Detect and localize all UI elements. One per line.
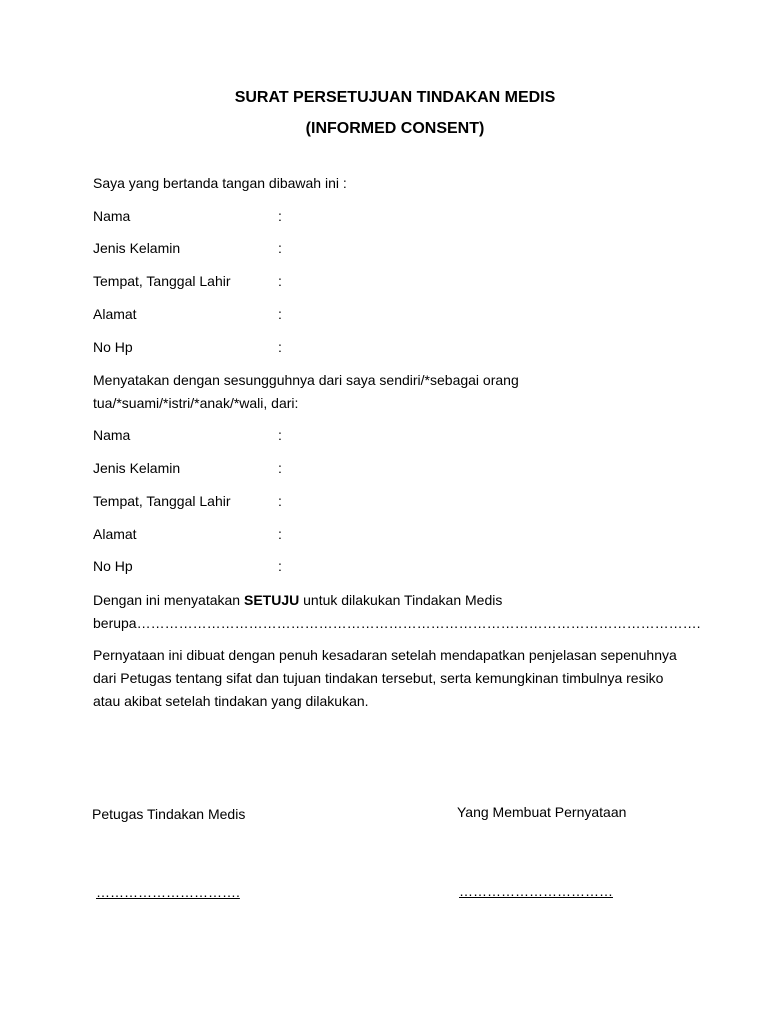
document-subtitle: (INFORMED CONSENT): [305, 120, 485, 137]
signature-right-line: ……………………………: [459, 883, 613, 899]
statement-line-1: Menyatakan dengan sesungguhnya dari saya sendiri/*sebagai orang: [93, 372, 519, 388]
intro-text: Saya yang bertanda tangan dibawah ini :: [93, 175, 347, 191]
consent-statement: [93, 592, 502, 608]
field-colon: :: [278, 493, 282, 509]
field-colon: :: [278, 240, 282, 256]
field-label: Alamat: [93, 526, 137, 542]
statement-line-2: tua/*suami/*istri/*anak/*wali, dari:: [93, 395, 299, 411]
signature-left-line: ………………………….: [96, 884, 240, 900]
field-colon: :: [278, 339, 282, 355]
field-colon: :: [278, 558, 282, 574]
field-label: Nama: [93, 208, 131, 224]
field-colon: :: [278, 526, 282, 542]
field-label: Alamat: [93, 306, 137, 322]
field-colon: :: [278, 306, 282, 322]
document-title: SURAT PERSETUJUAN TINDAKAN MEDIS: [234, 89, 556, 106]
signature-left-label: Petugas Tindakan Medis: [92, 806, 246, 822]
signature-right-label: Yang Membuat Pernyataan: [457, 804, 627, 820]
field-label: Jenis Kelamin: [93, 240, 181, 256]
berupa-line: berupa………………………………………………………………………………………………………….: [93, 615, 701, 631]
field-colon: :: [278, 427, 282, 443]
field-label: Tempat, Tanggal Lahir: [93, 493, 231, 509]
consent-suffix: untuk dilakukan Tindakan Medis: [299, 592, 503, 608]
field-colon: :: [278, 460, 282, 476]
consent-keyword: SETUJU: [244, 592, 300, 608]
field-label: Tempat, Tanggal Lahir: [93, 273, 231, 289]
field-label: Jenis Kelamin: [93, 460, 181, 476]
field-colon: :: [278, 273, 282, 289]
field-label: No Hp: [93, 339, 133, 355]
field-label: Nama: [93, 427, 131, 443]
field-label: No Hp: [93, 558, 133, 574]
closing-line-1: Pernyataan ini dibuat dengan penuh kesadaran setelah mendapatkan penjelasan sepenuhnya: [93, 647, 677, 663]
field-colon: :: [278, 208, 282, 224]
closing-line-2: dari Petugas tentang sifat dan tujuan tindakan tersebut, serta kemungkinan timbulnya resiko: [93, 670, 664, 686]
consent-prefix: Dengan ini menyatakan: [93, 592, 244, 608]
closing-line-3: atau akibat setelah tindakan yang dilakukan.: [93, 693, 369, 709]
